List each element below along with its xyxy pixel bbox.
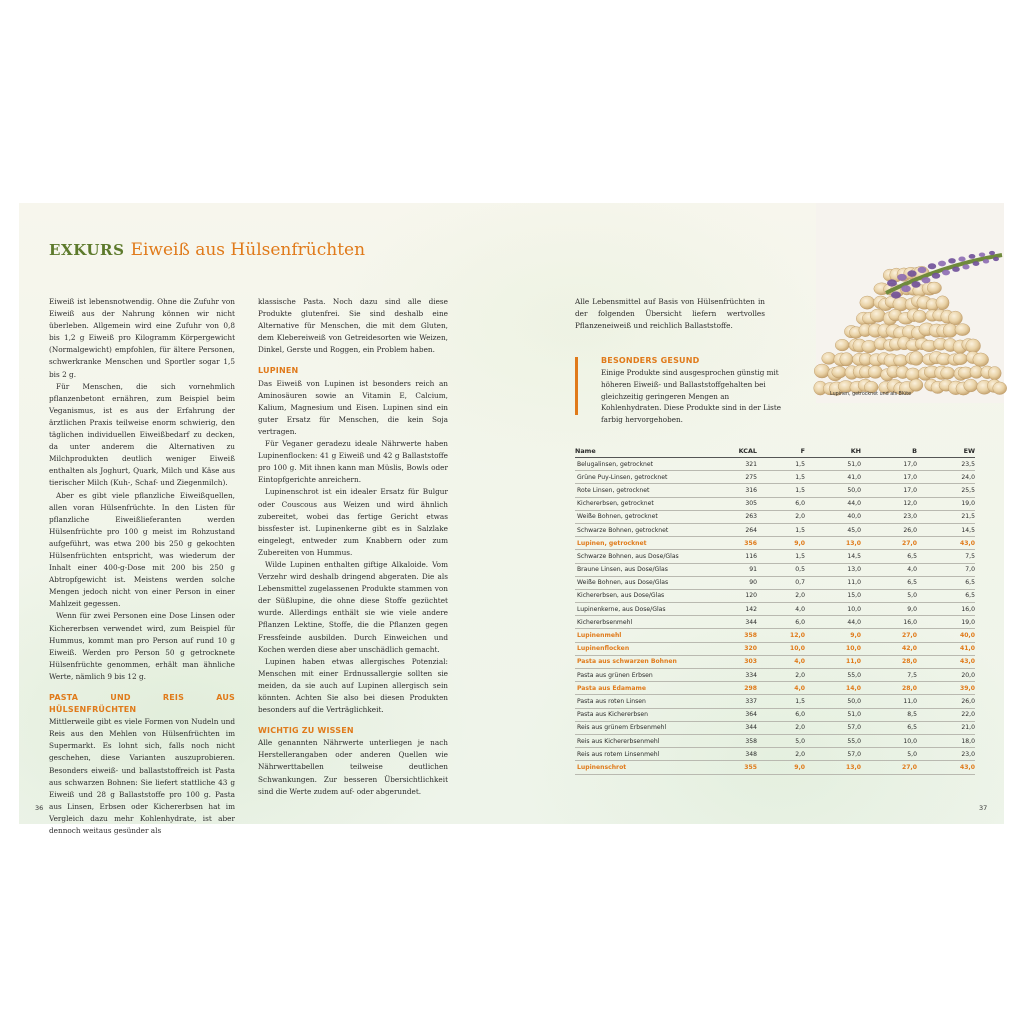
col-header-kh: KH xyxy=(805,445,861,458)
table-cell-value: 2,0 xyxy=(757,510,805,523)
table-row xyxy=(575,484,975,497)
table-cell-value: 13,0 xyxy=(805,761,861,774)
table-cell-value: 44,0 xyxy=(805,497,861,510)
table-row xyxy=(575,576,975,589)
section-title xyxy=(49,240,365,260)
table-cell-value: 11,0 xyxy=(805,576,861,589)
text-column-1 xyxy=(49,296,235,837)
lupine-bean xyxy=(909,351,923,365)
table-cell-value: 13,0 xyxy=(805,537,861,550)
table-cell-value: 6,5 xyxy=(917,589,975,602)
paragraph: Eiweiß ist lebensnotwendig. Ohne die Zufuhr von Eiweiß aus der Nahrung können wir nicht überleben. Allgemein wird eine Zufuhr von 0,8 bis 1,2 g Eiweiß pro Kilogramm Körpergewicht (Normalgewicht) empfohlen, für ältere Personen, schwerkranke Menschen und Sportler sogar 1,5 bis 2 g. xyxy=(49,297,235,379)
table-cell-value: 142 xyxy=(695,603,757,616)
table-cell-value: 2,0 xyxy=(757,721,805,734)
table-cell-value: 1,5 xyxy=(757,458,805,471)
table-cell-value: 1,5 xyxy=(757,695,805,708)
table-cell-value: 10,0 xyxy=(805,603,861,616)
table-cell-value: 344 xyxy=(695,616,757,629)
lupine-bean xyxy=(927,282,941,294)
table-cell-value: 40,0 xyxy=(917,629,975,642)
table-cell-value: 50,0 xyxy=(805,484,861,497)
lupine-bean xyxy=(955,324,970,336)
table-cell-value: 5,0 xyxy=(861,589,917,602)
lupine-blossom xyxy=(948,258,956,263)
table-cell-name: Braune Linsen, aus Dose/Glas xyxy=(575,563,695,576)
table-cell-name: Kichererbsen, aus Dose/Glas xyxy=(575,589,695,602)
table-cell-value: 14,5 xyxy=(805,550,861,563)
table-cell-value: 43,0 xyxy=(917,761,975,774)
col-header-f: F xyxy=(757,445,805,458)
table-cell-value: 263 xyxy=(695,510,757,523)
table-cell-value: 298 xyxy=(695,682,757,695)
lupine-bean xyxy=(993,382,1007,395)
table-cell-value: 20,0 xyxy=(917,669,975,682)
page-number-left: 36 xyxy=(35,804,44,812)
table-cell-value: 39,0 xyxy=(917,682,975,695)
lupine-bean xyxy=(909,379,923,391)
table-cell-name: Grüne Puy-Linsen, getrocknet xyxy=(575,471,695,484)
table-cell-value: 19,0 xyxy=(917,497,975,510)
table-cell-value: 316 xyxy=(695,484,757,497)
lupine-bean xyxy=(870,309,885,322)
table-cell-name: Weiße Bohnen, getrocknet xyxy=(575,510,695,523)
table-cell-name: Lupinenschrot xyxy=(575,761,695,774)
table-cell-value: 4,0 xyxy=(861,563,917,576)
table-cell-value: 26,0 xyxy=(917,695,975,708)
table-cell-value: 16,0 xyxy=(861,616,917,629)
table-cell-name: Pasta aus Kichererbsen xyxy=(575,708,695,721)
table-cell-name: Schwarze Bohnen, aus Dose/Glas xyxy=(575,550,695,563)
title-main: Eiweiß aus Hülsenfrüchten xyxy=(130,240,366,260)
table-cell-value: 18,0 xyxy=(917,734,975,747)
table-cell-name: Kichererbsenmehl xyxy=(575,616,695,629)
table-cell-value: 4,0 xyxy=(757,682,805,695)
book-spread xyxy=(19,203,1004,836)
table-cell-value: 14,5 xyxy=(917,523,975,536)
lupine-blossom xyxy=(901,285,911,292)
table-cell-value: 9,0 xyxy=(757,761,805,774)
table-cell-value: 23,0 xyxy=(861,510,917,523)
table-cell-value: 22,0 xyxy=(917,708,975,721)
table-row xyxy=(575,748,975,761)
paragraph: Lupinenschrot ist ein idealer Ersatz für Bulgur oder Couscous aus Weizen und wird ähnlich zubereitet, wobei das fertige Gericht etwas bissfester ist. Lupinenkerne gibt es in Salzlake eingelegt, entweder zum Knabbern oder zum Zubereiten von Hummus. xyxy=(258,487,448,557)
table-cell-value: 10,0 xyxy=(805,642,861,655)
paragraph: Mittlerweile gibt es viele Formen von Nudeln und Reis aus den Mehlen von Hülsenfrüchten im Supermarkt. Es lohnt sich, falls noch nicht geschehen, diese Varianten auszuprobieren. Besonders eiweiß- und ballaststoffreich ist Pasta aus schwarzen Bohnen: Sie liefert stattliche 43 g Eiweiß und 28 g Ballaststoffe pro 100 g. Pasta aus Linsen, Erbsen oder Kichererbsen hat im Vergleich dazu mehr Kohlenhydrate, ist aber dennoch weitaus gesünder als xyxy=(49,717,235,836)
table-cell-name: Weiße Bohnen, aus Dose/Glas xyxy=(575,576,695,589)
table-cell-value: 43,0 xyxy=(917,655,975,668)
table-cell-value: 358 xyxy=(695,734,757,747)
table-cell-value: 21,5 xyxy=(917,510,975,523)
table-cell-value: 24,0 xyxy=(917,471,975,484)
table-row xyxy=(575,471,975,484)
table-cell-value: 57,0 xyxy=(805,721,861,734)
col-header-ew: EW xyxy=(917,445,975,458)
table-cell-value: 116 xyxy=(695,550,757,563)
lupine-bean xyxy=(913,310,927,322)
lupine-blossom xyxy=(958,257,965,262)
table-cell-value: 6,5 xyxy=(861,576,917,589)
table-cell-name: Pasta aus Edamame xyxy=(575,682,695,695)
lupine-bean xyxy=(832,366,847,378)
table-row xyxy=(575,523,975,536)
table-cell-value: 15,0 xyxy=(805,589,861,602)
table-cell-value: 17,0 xyxy=(861,484,917,497)
table-cell-value: 321 xyxy=(695,458,757,471)
lupine-bean xyxy=(860,296,875,309)
table-cell-value: 303 xyxy=(695,655,757,668)
paragraph: Das Eiweiß von Lupinen ist besonders reich an Aminosäuren sowie an Vitamin E, Calcium, Kalium, Magnesium und Eisen. Lupinen sind ein guter Ersatz für Menschen, die kein Soja vertragen. xyxy=(258,378,448,436)
table-cell-value: 1,5 xyxy=(757,550,805,563)
lupine-blossom xyxy=(989,251,995,255)
table-cell-value: 337 xyxy=(695,695,757,708)
table-cell-value: 6,5 xyxy=(917,576,975,589)
lupine-blossom xyxy=(907,270,916,277)
table-cell-name: Pasta aus grünen Erbsen xyxy=(575,669,695,682)
table-cell-value: 21,0 xyxy=(917,721,975,734)
lupine-blossom xyxy=(962,264,969,269)
lupine-bean xyxy=(948,311,962,325)
table-cell-value: 55,0 xyxy=(805,669,861,682)
table-cell-value: 364 xyxy=(695,708,757,721)
lupine-blossom xyxy=(928,263,936,269)
heading-pasta-reis: PASTA UND REIS AUS HÜLSENFRÜCHTEN xyxy=(49,693,235,715)
lupine-blossom xyxy=(938,261,946,267)
callout-title: BESONDERS GESUND xyxy=(601,356,700,365)
lupine-blossom xyxy=(922,277,931,283)
table-cell-value: 55,0 xyxy=(805,734,861,747)
text-column-3 xyxy=(575,296,765,332)
table-row xyxy=(575,603,975,616)
table-cell-value: 41,0 xyxy=(917,642,975,655)
table-row xyxy=(575,761,975,774)
table-row xyxy=(575,458,975,471)
table-cell-value: 334 xyxy=(695,669,757,682)
table-cell-value: 10,0 xyxy=(861,734,917,747)
table-cell-value: 358 xyxy=(695,629,757,642)
table-cell-value: 41,0 xyxy=(805,471,861,484)
table-cell-name: Belugalinsen, getrocknet xyxy=(575,458,695,471)
col-header-b: B xyxy=(861,445,917,458)
table-row xyxy=(575,497,975,510)
table-cell-value: 10,0 xyxy=(757,642,805,655)
table-row xyxy=(575,734,975,747)
title-kicker: EXKURS xyxy=(49,241,125,259)
table-cell-value: 44,0 xyxy=(805,616,861,629)
table-cell-value: 348 xyxy=(695,748,757,761)
photo-caption: Lupinen, getrocknet und als Blüte xyxy=(830,392,912,397)
table-cell-value: 27,0 xyxy=(861,629,917,642)
paragraph: Wilde Lupinen enthalten giftige Alkaloide. Vom Verzehr wird deshalb dringend abgeraten. Die als Lebensmittel zugelassenen Produkte stammen von der Süßlupine, die ohne diese Stoffe gezüchtet wurde. Allerdings enthält sie wie viele andere Pflanzen Lektine, Stoffe, die die Pflanzen gegen Fressfeinde ausbilden. Durch Einweichen und Kochen werden diese aber unschädlich gemacht. xyxy=(258,559,448,654)
table-cell-value: 5,0 xyxy=(757,734,805,747)
text-column-2 xyxy=(258,296,448,798)
table-cell-value: 6,5 xyxy=(861,721,917,734)
table-cell-value: 91 xyxy=(695,563,757,576)
lupine-bean xyxy=(964,379,978,392)
table-cell-value: 11,0 xyxy=(805,655,861,668)
col-header-name: Name xyxy=(575,445,695,458)
lupine-bean xyxy=(814,364,830,378)
table-cell-name: Pasta aus roten Linsen xyxy=(575,695,695,708)
table-cell-value: 7,5 xyxy=(917,550,975,563)
table-row xyxy=(575,563,975,576)
paragraph: Wenn für zwei Personen eine Dose Linsen oder Kichererbsen verwendet wird, zum Beispiel für Hummus, kommt man pro Person auf rund 10 g Eiweiß. Werden pro Person 50 g getrocknete Hülsenfrüchte genommen, erhält man ähnliche Werte, nämlich 9 bis 12 g. xyxy=(49,611,235,681)
table-cell-name: Lupinen, getrocknet xyxy=(575,537,695,550)
lupine-blossom xyxy=(993,257,999,261)
table-cell-value: 0,5 xyxy=(757,563,805,576)
table-cell-value: 0,7 xyxy=(757,576,805,589)
table-cell-value: 42,0 xyxy=(861,642,917,655)
table-cell-value: 2,0 xyxy=(757,748,805,761)
table-cell-name: Kichererbsen, getrocknet xyxy=(575,497,695,510)
table-cell-value: 275 xyxy=(695,471,757,484)
table-cell-value: 9,0 xyxy=(757,537,805,550)
paragraph: Für Veganer geradezu ideale Nährwerte haben Lupinenflocken: 41 g Eiweiß und 42 g Ballaststoffe pro 100 g. Mit ihnen kann man Müslis, Bowls oder Eintopfgerichte anreichern. xyxy=(258,439,448,485)
lupine-bean xyxy=(840,353,853,366)
lupine-blossom xyxy=(897,274,907,281)
table-row xyxy=(575,682,975,695)
table-cell-value: 45,0 xyxy=(805,523,861,536)
table-cell-value: 25,5 xyxy=(917,484,975,497)
paragraph: Für Menschen, die sich vornehmlich pflanzenbetont ernähren, zum Beispiel beim Veganismus, ist es aus der Erfahrung der ärztlichen Praxis teilweise enorm schwierig, den täglichen individuellen Eiweißbedarf zu decken, da unter anderem die Alternativen zu Milchprodukten deutlich weniger Eiweiß enthalten als Joghurt, Quark, Milch und Käse aus tierischer Milch (Kuh-, Schaf- und Ziegenmilch). xyxy=(49,381,235,488)
lupine-blossom xyxy=(891,291,901,298)
lupine-blossom xyxy=(887,279,897,286)
table-cell-value: 9,0 xyxy=(805,629,861,642)
table-cell-value: 28,0 xyxy=(861,682,917,695)
lupine-bean xyxy=(936,296,949,310)
table-cell-value: 305 xyxy=(695,497,757,510)
table-cell-value: 356 xyxy=(695,537,757,550)
table-row xyxy=(575,695,975,708)
table-cell-value: 17,0 xyxy=(861,471,917,484)
paragraph: Lupinen haben etwas allergisches Potenzial: Menschen mit einer Erdnussallergie sollten sie meiden, da sie auch auf Lupinen allergisch sein könnten. Achten Sie also bei diesen Produkten besonders auf die Verträglichkeit. xyxy=(258,656,448,715)
table-header-row xyxy=(575,445,975,458)
table-row xyxy=(575,629,975,642)
nutrition-table xyxy=(575,445,975,775)
table-cell-value: 1,5 xyxy=(757,471,805,484)
col-header-kcal: KCAL xyxy=(695,445,757,458)
paragraph: Alle genannten Nährwerte unterliegen je nach Herstellerangaben oder anderen Quellen wie Nährwerttabellen teilweise deutlichen Schwankungen. Zur besseren Übersichtlichkeit sind die Werte zudem auf- oder abgerundet. xyxy=(258,738,448,796)
heading-lupinen: LUPINEN xyxy=(258,366,299,376)
lupine-bean xyxy=(953,353,967,365)
table-row xyxy=(575,642,975,655)
table-row xyxy=(575,589,975,602)
table-cell-name: Pasta aus schwarzen Bohnen xyxy=(575,655,695,668)
table-cell-value: 12,0 xyxy=(861,497,917,510)
table-cell-value: 6,0 xyxy=(757,708,805,721)
table-cell-value: 43,0 xyxy=(917,537,975,550)
table-cell-value: 4,0 xyxy=(757,655,805,668)
lupine-blossom xyxy=(969,254,976,259)
table-cell-name: Schwarze Bohnen, getrocknet xyxy=(575,523,695,536)
table-cell-value: 51,0 xyxy=(805,458,861,471)
table-cell-value: 1,5 xyxy=(757,484,805,497)
paragraph: klassische Pasta. Noch dazu sind alle diese Produkte glutenfrei. Sie sind deshalb eine Alternative für Menschen, die mit dem Gluten, dem Klebereiweiß von Getreidesorten wie Weizen, Dinkel, Gerste und Roggen, ein Problem haben. xyxy=(258,297,448,355)
table-cell-value: 2,0 xyxy=(757,669,805,682)
table-cell-name: Reis aus grünem Erbsenmehl xyxy=(575,721,695,734)
lupine-bean xyxy=(966,339,981,353)
table-cell-value: 8,5 xyxy=(861,708,917,721)
table-row xyxy=(575,721,975,734)
table-cell-value: 4,0 xyxy=(757,603,805,616)
table-cell-value: 17,0 xyxy=(861,458,917,471)
table-cell-value: 40,0 xyxy=(805,510,861,523)
lupine-blossom xyxy=(983,259,989,264)
table-cell-value: 26,0 xyxy=(861,523,917,536)
table-cell-value: 2,0 xyxy=(757,589,805,602)
table-cell-value: 23,0 xyxy=(917,748,975,761)
lupine-illustration xyxy=(816,203,1004,403)
table-cell-value: 355 xyxy=(695,761,757,774)
lupine-photo xyxy=(816,203,1004,403)
table-cell-value: 51,0 xyxy=(805,708,861,721)
paragraph: Aber es gibt viele pflanzliche Eiweißquellen, allen voran Hülsenfrüchte. In den Listen für pflanzliche Eiweißlieferanten werden Hülsenfrüchte pro 100 g meist im Rohzustand aufgeführt, was etwa 200 bis 250 g gekochten Hülsenfrüchten entspricht, was wiederum der Inhalt einer 400-g-Dose mit 200 bis 250 g Abtropfgewicht ist. Meistens werden solche Mengen jedoch nicht von einer Person in einer Mahlzeit gegessen. xyxy=(49,490,235,609)
table-row xyxy=(575,510,975,523)
lupine-blossom xyxy=(979,252,985,257)
table-row xyxy=(575,616,975,629)
table-cell-name: Reis aus rotem Linsenmehl xyxy=(575,748,695,761)
table-cell-value: 90 xyxy=(695,576,757,589)
lupine-bean xyxy=(941,367,955,379)
lupine-bean xyxy=(835,339,849,351)
table-cell-value: 27,0 xyxy=(861,537,917,550)
lupine-bean xyxy=(868,366,882,379)
table-cell-value: 28,0 xyxy=(861,655,917,668)
table-row xyxy=(575,537,975,550)
table-cell-value: 120 xyxy=(695,589,757,602)
page-number-right: 37 xyxy=(979,804,988,812)
table-row xyxy=(575,550,975,563)
table-cell-name: Lupinenkerne, aus Dose/Glas xyxy=(575,603,695,616)
lupine-blossom xyxy=(918,267,927,273)
table-cell-value: 23,5 xyxy=(917,458,975,471)
table-cell-value: 344 xyxy=(695,721,757,734)
table-cell-name: Reis aus Kichererbsenmehl xyxy=(575,734,695,747)
table-row xyxy=(575,669,975,682)
table-cell-value: 13,0 xyxy=(805,563,861,576)
table-cell-value: 11,0 xyxy=(861,695,917,708)
lupine-bean xyxy=(988,367,1001,380)
intro-paragraph: Alle Lebensmittel auf Basis von Hülsenfrüchten in der folgenden Übersicht liefern wertvolles Pflanzeneiweiß und reichlich Ballaststoffe. xyxy=(575,297,765,331)
table-cell-value: 6,5 xyxy=(861,550,917,563)
table-cell-name: Lupinenmehl xyxy=(575,629,695,642)
table-cell-name: Lupinenflocken xyxy=(575,642,695,655)
lupine-blossom xyxy=(942,270,950,276)
lupine-blossom xyxy=(973,261,980,266)
table-cell-value: 27,0 xyxy=(861,761,917,774)
table-cell-value: 50,0 xyxy=(805,695,861,708)
table-cell-value: 14,0 xyxy=(805,682,861,695)
table-cell-value: 320 xyxy=(695,642,757,655)
table-cell-value: 1,5 xyxy=(757,523,805,536)
table-cell-value: 57,0 xyxy=(805,748,861,761)
lupine-blossom xyxy=(911,281,920,288)
table-cell-value: 5,0 xyxy=(861,748,917,761)
heading-wichtig: WICHTIG ZU WISSEN xyxy=(258,726,354,736)
lupine-blossom xyxy=(952,267,960,272)
table-row xyxy=(575,655,975,668)
lupine-bean xyxy=(906,368,920,381)
table-cell-value: 6,0 xyxy=(757,616,805,629)
table-cell-value: 7,5 xyxy=(861,669,917,682)
table-cell-value: 264 xyxy=(695,523,757,536)
table-cell-name: Rote Linsen, getrocknet xyxy=(575,484,695,497)
table-cell-value: 9,0 xyxy=(861,603,917,616)
table-row xyxy=(575,708,975,721)
callout-accent-bar xyxy=(575,357,578,415)
table-cell-value: 6,0 xyxy=(757,497,805,510)
lupine-blossom xyxy=(932,273,940,279)
lupine-bean xyxy=(973,353,989,367)
callout-box xyxy=(575,355,789,426)
table-cell-value: 7,0 xyxy=(917,563,975,576)
table-cell-value: 16,0 xyxy=(917,603,975,616)
callout-text: Einige Produkte sind ausgesprochen günstig mit höheren Eiweiß- und Ballaststoffgehalten bei gleichzeitig geringeren Mengen an Kohlenhydraten. Diese Produkte sind in der Liste farbig hervorgehoben. xyxy=(601,368,782,425)
table-cell-value: 19,0 xyxy=(917,616,975,629)
table-cell-value: 12,0 xyxy=(757,629,805,642)
